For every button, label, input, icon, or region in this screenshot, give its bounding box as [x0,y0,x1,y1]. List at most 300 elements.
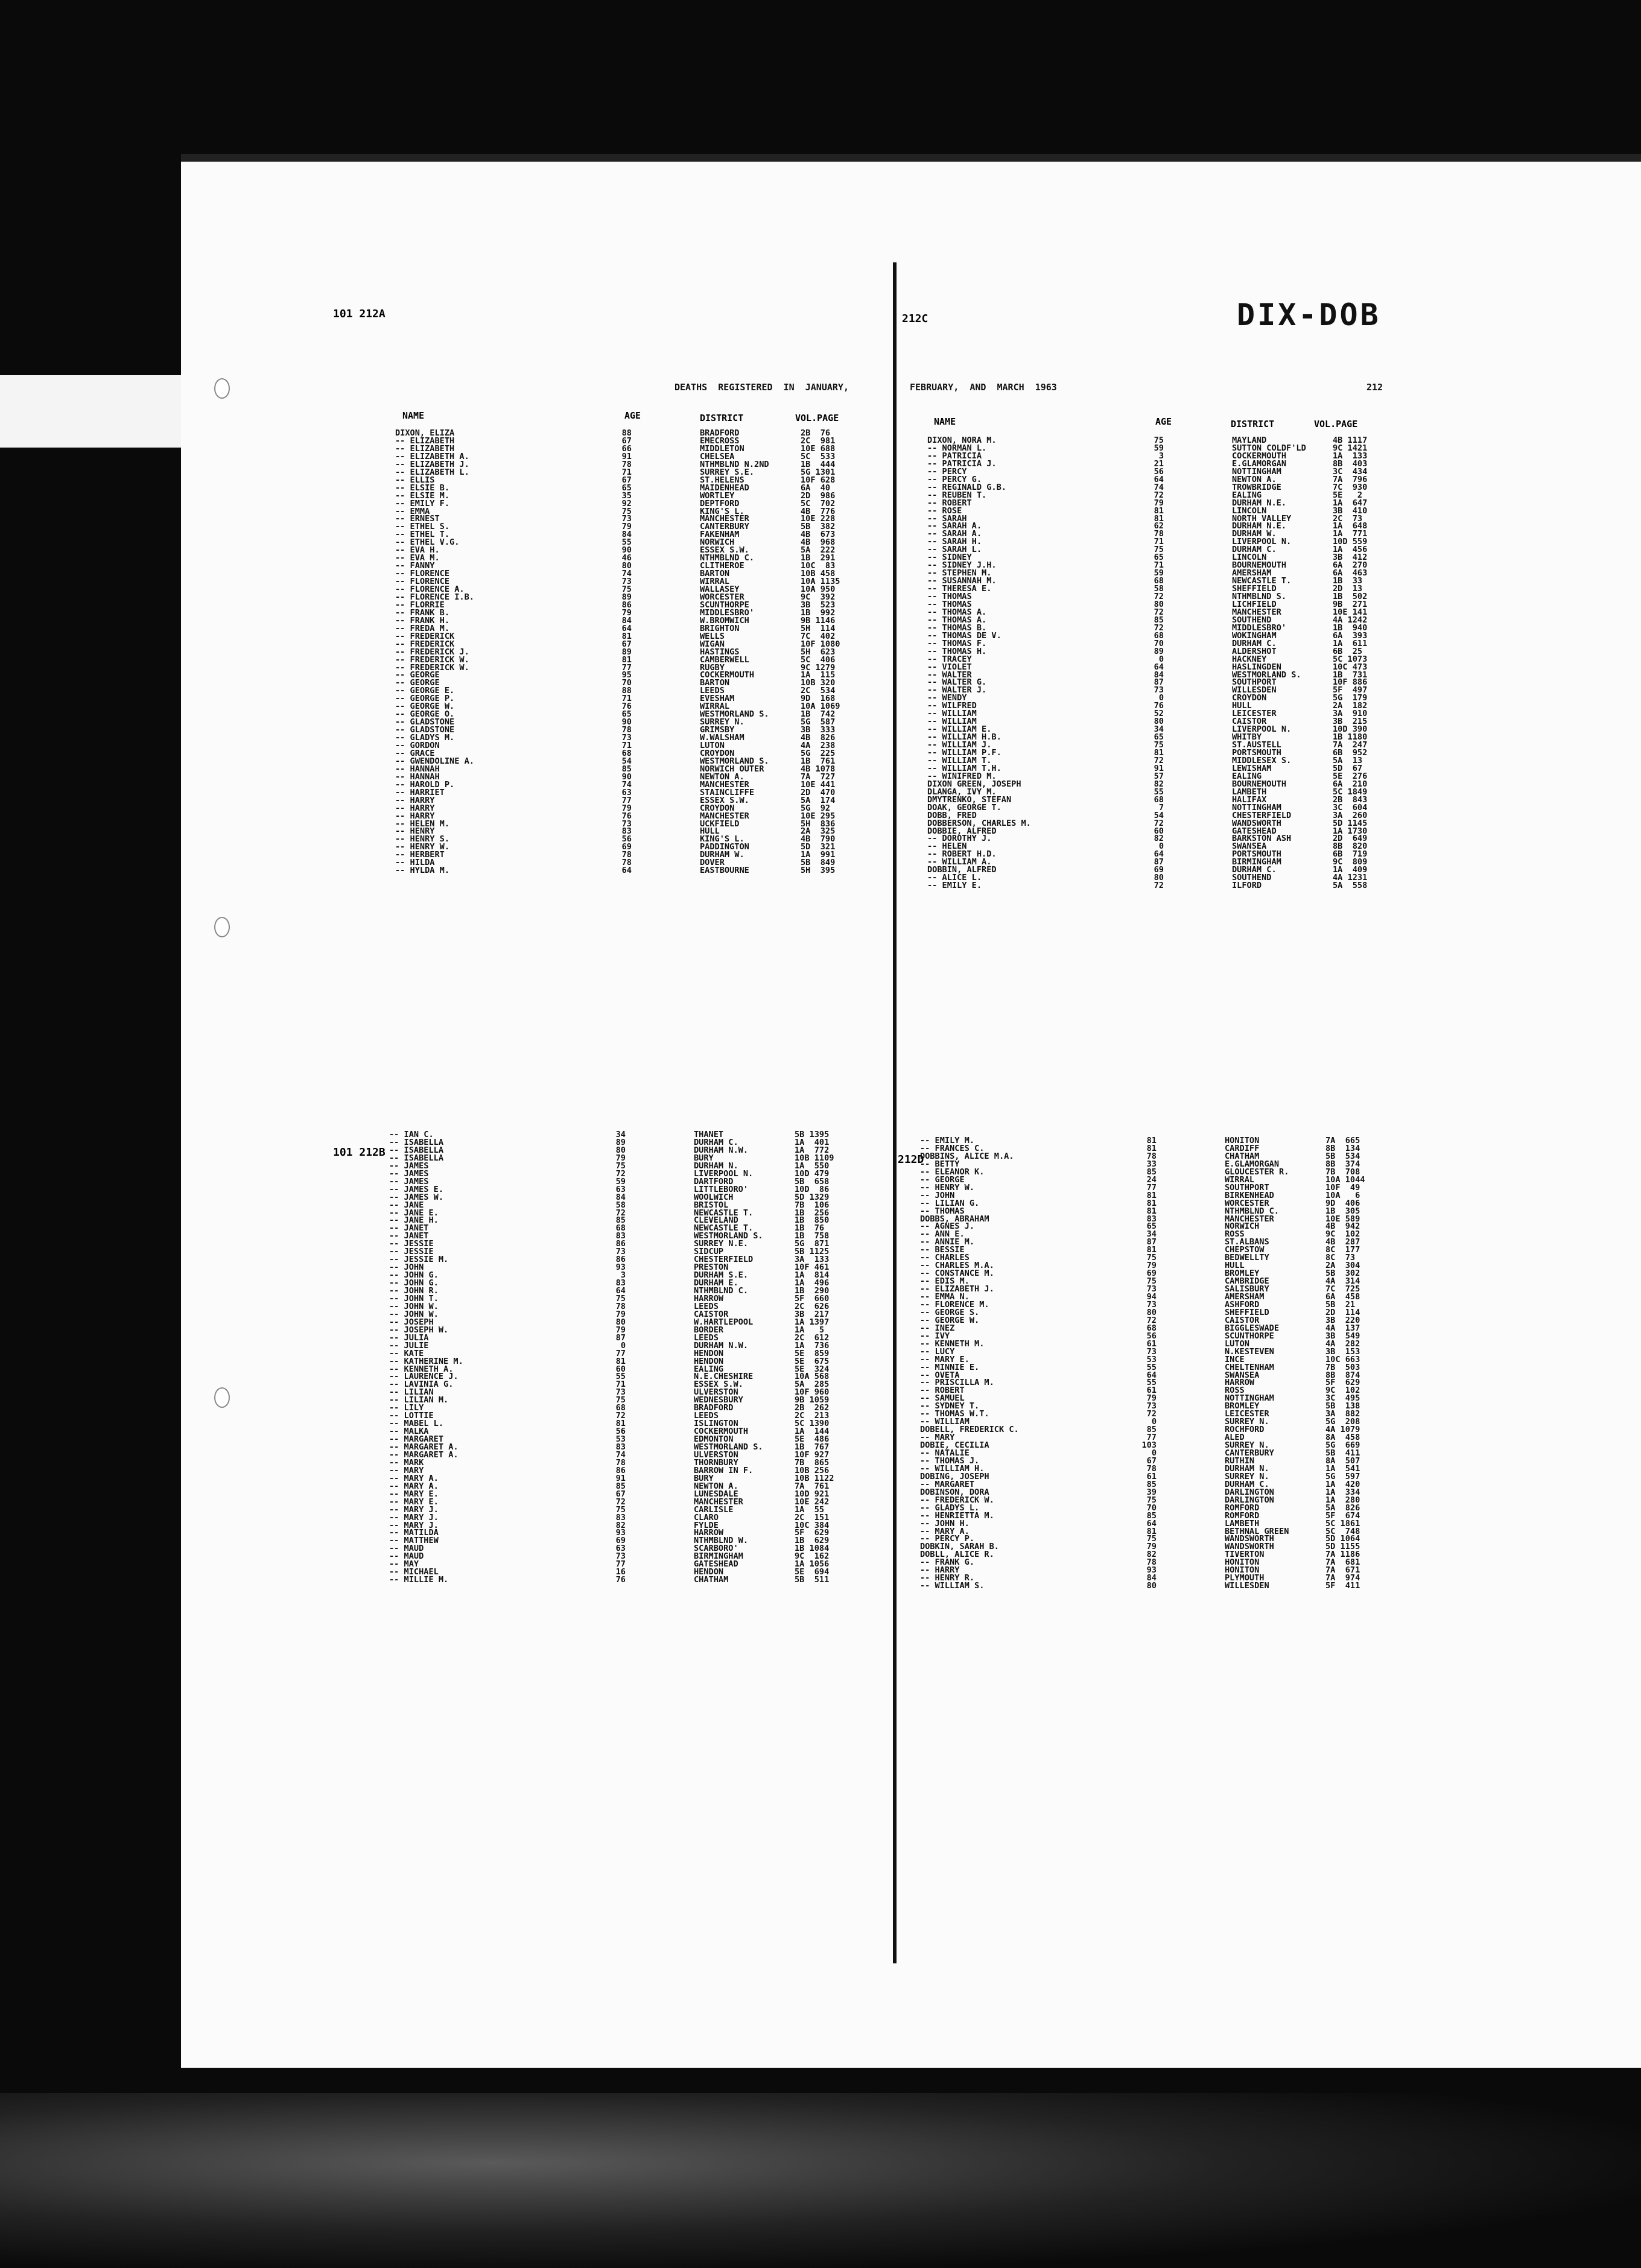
entry-district: KING'S L. [700,506,744,516]
entry-district: GRIMSBY [700,725,735,735]
entry-age: 0 [1158,693,1164,703]
entry-name: -- WALTER J. [927,685,987,695]
scan-edge [181,154,1641,162]
entry-age: 78 [1146,1557,1157,1568]
entry-district: AMERSHAM [1232,568,1272,578]
entry-district: CAISTOR [694,1309,729,1319]
entry-vol-page: 10B 1109 [795,1153,834,1163]
entry-age: 83 [615,1231,626,1241]
entry-district: LUTON [700,741,725,750]
entry-district: WIRRAL [700,577,730,587]
entry-age: 77 [1146,1182,1157,1193]
entry-name: -- ELIZABETH [395,443,455,454]
entry-district: SIDCUP [694,1247,724,1257]
entry-vol-page: 5E 324 [795,1364,830,1374]
entry-district: MIDDLESBRO' [1232,622,1287,633]
entry-vol-page: 4A 1242 [1333,615,1368,625]
entry-name: -- MAUD [389,1551,424,1562]
entry-vol-page: 1A 334 [1325,1487,1360,1497]
entry-age: 61 [1146,1338,1157,1349]
entry-vol-page: 10D 86 [795,1184,830,1194]
entry-name: -- WILLIAM T.H. [927,763,1001,773]
entry-vol-page: 5C 702 [801,498,836,508]
entry-age: 81 [1146,1526,1157,1536]
entry-name: -- HARRIET [395,787,445,797]
entry-vol-page: 6A 393 [1333,630,1368,641]
entry-age: 76 [621,702,632,712]
entry-age: 39 [1146,1487,1157,1497]
entry-name: -- SARAH A. [927,529,982,539]
entry-vol-page: 8B 874 [1325,1370,1360,1380]
entry-name: -- SAMUEL [920,1393,965,1404]
entry-age: 58 [615,1200,626,1210]
entry-vol-page: 5G 92 [801,803,831,813]
entry-vol-page: 3A 910 [1333,709,1368,719]
entry-vol-page: 9B 271 [1333,599,1368,609]
entry-name: -- SYDNEY T. [920,1401,980,1411]
entry-name: -- JULIA [389,1332,429,1343]
entry-name: -- WALTER [927,670,972,680]
entry-vol-page: 9C 1279 [801,662,836,673]
entry-age: 0 [1151,1448,1157,1458]
entry-name: -- JANET [389,1231,429,1241]
entry-vol-page: 1B 1084 [795,1544,830,1554]
entry-age: 91 [615,1473,626,1483]
entry-district: DURHAM E. [694,1278,738,1288]
entry-age: 34 [1154,724,1164,735]
entry-name: -- HENRY W. [920,1182,975,1193]
entry-age: 75 [621,506,632,516]
entry-age: 54 [621,756,632,766]
entry-district: DURHAM C. [1232,545,1277,555]
entry-vol-page: 10F 927 [795,1449,830,1460]
entry-vol-page: 2C 151 [795,1512,830,1522]
entry-name: -- MARY [920,1433,955,1443]
entry-name: -- HENRY R. [920,1573,975,1583]
entry-vol-page: 5B 511 [795,1575,830,1585]
entry-vol-page: 5A 558 [1333,881,1368,891]
entry-name: -- THOMAS [927,592,972,601]
entry-name: -- MAY [389,1559,419,1570]
entry-age: 84 [1154,670,1164,680]
entry-name: DOBBINS, ALICE M.A. [920,1151,1014,1161]
entry-age: 24 [1146,1174,1157,1185]
entry-district: CAISTOR [1225,1315,1260,1325]
entry-vol-page: 5C 1390 [795,1419,830,1429]
entry-district: HACKNEY [1232,654,1267,664]
entry-name: DOBBERSON, CHARLES M. [927,818,1031,828]
entry-district: ESSEX S.W. [700,545,749,556]
entry-name: -- JOHN T. [389,1293,439,1303]
entry-district: NEWTON A. [1232,474,1277,484]
entry-name: -- WILLIAM H.B. [927,732,1001,743]
entry-vol-page: 1B 992 [801,607,836,618]
entry-district: CHELTENHAM [1225,1362,1274,1372]
entry-age: 55 [1154,787,1164,797]
entry-age: 68 [615,1403,626,1413]
entry-age: 87 [1154,857,1164,867]
entry-name: -- SARAH L. [927,545,982,555]
entry-name: -- MARY J. [389,1520,439,1530]
entry-age: 54 [1154,810,1164,820]
panel-label-bl: 101 212B [333,1146,386,1159]
entry-age: 85 [1154,615,1164,625]
entry-district: WHITBY [1232,732,1262,743]
entry-district: SCARBORO' [694,1544,738,1554]
entry-vol-page: 2B 262 [795,1403,830,1413]
entry-age: 61 [1146,1471,1157,1481]
entry-vol-page: 3B 523 [801,600,836,610]
entry-vol-page: 1B 731 [1333,670,1368,680]
entry-district: WORTLEY [700,490,735,501]
entry-vol-page: 8A 458 [1325,1433,1360,1443]
entry-vol-page: 3B 549 [1325,1331,1360,1341]
entry-district: ROSS [1225,1386,1245,1396]
entry-district: ALED [1225,1433,1245,1443]
entry-vol-page: 2C 626 [795,1301,830,1311]
entry-age: 60 [615,1364,626,1374]
entry-vol-page: 10E 441 [801,779,836,790]
entry-name: -- GEORGE [920,1174,965,1185]
entry-vol-page: 10C 83 [801,561,836,571]
entry-district: LEEDS [694,1301,719,1311]
entry-district: BROMLEY [1225,1401,1260,1411]
entry-age: 82 [615,1520,626,1530]
entry-age: 67 [621,475,632,485]
entry-district: HONITON [1225,1136,1260,1145]
entry-vol-page: 10D 559 [1333,537,1368,547]
entry-name: -- ISABELLA [389,1137,444,1147]
entry-district: COCKERMOUTH [694,1427,749,1437]
entry-age: 55 [1146,1378,1157,1388]
entry-district: DOVER [700,858,725,868]
entry-age: 70 [1154,638,1164,648]
entry-age: 81 [1146,1206,1157,1216]
entry-name: DOBIE, CECILIA [920,1440,989,1451]
entry-vol-page: 7A 665 [1325,1136,1360,1145]
entry-district: COCKERMOUTH [1232,451,1287,461]
entry-district: SALISBURY [1225,1284,1269,1294]
entry-vol-page: 6B 719 [1333,849,1368,860]
entry-district: TIVERTON [1225,1550,1265,1560]
entry-vol-page: 5G 669 [1325,1440,1360,1451]
entry-vol-page: 7A 974 [1325,1573,1360,1583]
entry-name: -- VIOLET [927,662,972,672]
entry-age: 71 [1154,560,1164,571]
entry-vol-page: 2C 534 [801,686,836,696]
entry-name: -- GEORGE W. [395,702,455,712]
entry-age: 89 [621,647,632,657]
entry-name: -- ERNEST [395,514,440,524]
entry-district: WEDNESBURY [694,1395,743,1405]
entry-district: SOUTHEND [1232,615,1272,625]
entry-name: DLANGA, IVY M. [927,787,997,797]
entry-district: ESSEX S.W. [694,1379,743,1390]
entry-vol-page: 5E 486 [795,1434,830,1445]
entry-district: WELLS [700,631,725,641]
entry-age: 75 [1154,436,1164,445]
entry-vol-page: 5G 225 [801,748,836,758]
entry-age: 71 [621,467,632,477]
entry-age: 93 [1146,1565,1157,1576]
entry-vol-page: 10D 921 [795,1489,830,1499]
entry-age: 103 [1141,1440,1157,1451]
entry-district: MAIDENHEAD [700,483,749,493]
entry-name: -- HENRY S. [395,834,450,844]
entry-vol-page: 10E 688 [801,443,836,454]
entry-age: 88 [621,428,632,438]
entry-age: 59 [1154,568,1164,578]
entry-age: 59 [615,1176,626,1186]
entry-vol-page: 1B 291 [801,553,836,563]
entry-vol-page: 5E 276 [1333,771,1368,781]
entry-district: NORWICH [700,537,735,548]
entry-vol-page: 5F 497 [1333,685,1368,695]
entry-district: SURREY N. [700,717,744,727]
entry-vol-page: 3B 217 [795,1309,830,1319]
entry-vol-page: 7A 671 [1325,1565,1360,1576]
entry-vol-page: 10A 950 [801,584,836,594]
entry-vol-page: 1A 1397 [795,1317,830,1327]
entry-name: -- GORDON [395,741,440,750]
entry-vol-page: 4B 968 [801,537,836,548]
entry-name: -- HILDA [395,858,435,868]
entry-name: -- JAMES W. [389,1192,444,1202]
entry-age: 72 [1146,1315,1157,1325]
entry-district: SCUNTHORPE [1225,1331,1274,1341]
entry-age: 81 [1146,1136,1157,1145]
entry-vol-page: 7B 106 [795,1200,830,1210]
entry-name: -- ISABELLA [389,1145,444,1155]
entry-age: 73 [1146,1346,1157,1357]
entry-age: 86 [615,1465,626,1475]
entry-age: 61 [1146,1386,1157,1396]
banner-left: DEATHS REGISTERED IN JANUARY, [674,382,849,393]
entry-vol-page: 10C 473 [1333,662,1368,672]
entry-district: WILLESDEN [1225,1581,1269,1591]
entry-district: N.KESTEVEN [1225,1346,1274,1357]
entry-district: MIDDLESEX S. [1232,755,1292,765]
entry-age: 73 [615,1551,626,1562]
entry-district: HULL [700,826,720,837]
entry-name: -- MALKA [389,1427,429,1437]
entry-name: -- EDIS M. [920,1276,970,1287]
entry-name: -- JULIE [389,1340,429,1351]
entry-age: 78 [1146,1151,1157,1161]
entry-age: 79 [1146,1542,1157,1552]
entry-age: 3 [620,1270,626,1281]
entry-name: -- FREDERICK W. [920,1495,994,1505]
entry-age: 82 [1154,834,1164,844]
entry-age: 79 [621,522,632,532]
entry-name: -- EMILY M. [920,1136,975,1145]
entry-age: 85 [621,764,632,774]
entry-name: -- GLADYS L. [920,1503,980,1513]
entry-name: -- GEORGE [395,678,440,688]
entry-vol-page: 8B 134 [1325,1143,1360,1153]
entry-name: -- OVETA [920,1370,960,1380]
entry-district: PRESTON [694,1262,729,1273]
entry-name: -- PERCY G. [927,474,982,484]
entry-district: NEWTON A. [694,1481,738,1491]
entry-vol-page: 7C 725 [1325,1284,1360,1294]
entry-age: 78 [1146,1463,1157,1474]
entry-name: -- FLORENCE A. [395,584,465,594]
entry-district: BRISTOL [694,1200,729,1210]
entry-district: WORCESTER [1225,1198,1269,1208]
entry-age: 77 [1146,1433,1157,1443]
entry-vol-page: 4B 776 [801,506,836,516]
entry-name: -- ETHEL V.G. [395,537,460,548]
entry-name: -- HANNAH [395,771,440,782]
entry-name: -- ROBERT [920,1386,965,1396]
entry-name: -- FRANCES C. [920,1143,985,1153]
entry-district: CHATHAM [694,1575,729,1585]
entry-name: -- GEORGE W. [920,1315,980,1325]
entry-vol-page: 1A 814 [795,1270,830,1281]
entry-vol-page: 1A 1056 [795,1559,830,1570]
entry-age: 73 [621,733,632,743]
entry-district: NTHMBLND C. [694,1286,749,1296]
entry-age: 75 [1154,545,1164,555]
entry-district: PORTSMOUTH [1232,748,1281,758]
entry-name: -- THOMAS [927,599,972,609]
entry-age: 70 [1146,1503,1157,1513]
entry-district: LIVERPOOL N. [1232,537,1292,547]
entry-district: SHEFFIELD [1225,1307,1269,1317]
entry-age: 71 [615,1379,626,1390]
entry-district: HASTINGS [700,647,740,657]
entry-name: -- ELIZABETH A. [395,451,469,461]
entry-vol-page: 9C 809 [1333,857,1368,867]
entry-name: -- NATALIE [920,1448,970,1458]
entry-vol-page: 10C 384 [795,1520,830,1530]
entry-vol-page: 7A 1186 [1325,1550,1360,1560]
entry-vol-page: 5G 1301 [801,467,836,477]
entry-name: -- SARAH [927,513,967,524]
entry-district: THORNBURY [694,1457,738,1468]
entry-vol-page: 1B 761 [801,756,836,766]
entry-age: 33 [1146,1159,1157,1169]
entry-name: -- KATE [389,1348,424,1358]
entry-age: 71 [621,694,632,704]
col-age: AGE [1155,416,1172,427]
entry-age: 86 [615,1255,626,1265]
entry-age: 72 [1154,592,1164,601]
entry-name: -- WILLIAM P.F. [927,748,1001,758]
entry-district: CANTERBURY [1225,1448,1274,1458]
entry-name: -- MINNIE E. [920,1362,980,1372]
entry-name: -- FRANK G. [920,1557,975,1568]
entry-vol-page: 5A 285 [795,1379,830,1390]
entry-district: WESTMORLAND S. [1232,670,1301,680]
entry-age: 81 [621,654,632,665]
entry-vol-page: 4A 1079 [1325,1425,1360,1435]
entry-district: CHEPSTOW [1225,1245,1265,1255]
entry-vol-page: 5D 1064 [1325,1534,1360,1544]
entry-district: LEICESTER [1232,709,1277,719]
entry-age: 73 [1146,1401,1157,1411]
col-volpage: VOL.PAGE [1314,419,1358,429]
entry-district: SWANSEA [1225,1370,1260,1380]
entry-district: MAYLAND [1232,436,1267,445]
entry-age: 72 [1154,622,1164,633]
entry-name: DOAK, GEORGE T. [927,802,1001,812]
entry-vol-page: 7B 503 [1325,1362,1360,1372]
entry-district: BURY [694,1473,714,1483]
entry-vol-page: 6A 458 [1325,1292,1360,1302]
entry-district: STAINCLIFFE [700,787,755,797]
entry-age: 89 [615,1137,626,1147]
entry-district: SHEFFIELD [1232,584,1277,594]
entry-vol-page: 3B 333 [801,725,836,735]
entry-vol-page: 2D 470 [801,787,836,797]
entry-district: MANCHESTER [700,779,749,790]
entry-name: -- JOSEPH [389,1317,434,1327]
entry-district: BOURNEMOUTH [1232,779,1287,789]
entry-age: 65 [1154,553,1164,563]
entry-age: 81 [621,631,632,641]
entry-age: 72 [615,1168,626,1179]
entry-vol-page: 1A 771 [1333,529,1368,539]
entry-name: -- MATILDA [389,1528,439,1538]
entry-name: -- ELIZABETH [395,436,455,446]
entry-district: TROWBRIDGE [1232,482,1281,492]
entry-age: 46 [621,553,632,563]
entry-name: DIXON, NORA M. [927,436,997,445]
entry-age: 56 [615,1427,626,1437]
entry-age: 64 [1154,662,1164,672]
entry-district: THANET [694,1130,724,1139]
entry-age: 73 [1146,1299,1157,1310]
entry-vol-page: 7A 796 [1333,474,1368,484]
entry-district: LEEDS [700,686,725,696]
entry-vol-page: 2C 981 [801,436,836,446]
entry-age: 63 [615,1184,626,1194]
entry-age: 7 [1158,802,1164,812]
entry-vol-page: 1A 144 [795,1427,830,1437]
entry-age: 35 [621,490,632,501]
entry-name: -- ELEANOR K. [920,1167,985,1177]
entry-district: HULL [1232,701,1252,711]
entry-name: -- GEORGE P. [395,694,455,704]
entry-name: -- FLORENCE I.B. [395,592,474,602]
entry-name: -- KENNETH A. [389,1364,454,1374]
entry-district: NORWICH [1225,1221,1260,1232]
entry-age: 93 [615,1262,626,1273]
entry-age: 80 [1154,599,1164,609]
entry-district: WIGAN [700,639,725,649]
entry-age: 3 [1158,451,1164,461]
entry-district: GLOUCESTER R. [1225,1167,1289,1177]
entry-district: CHATHAM [1225,1151,1260,1161]
entry-district: BARKSTON ASH [1232,834,1292,844]
entry-district: HENDON [694,1348,724,1358]
entry-age: 76 [621,811,632,821]
entry-age: 73 [1146,1284,1157,1294]
entry-vol-page: 5G 179 [1333,693,1368,703]
entry-vol-page: 5B 382 [801,522,836,532]
page-number: 212 [1366,382,1383,393]
entry-age: 67 [621,436,632,446]
entry-name: -- KATHERINE M. [389,1356,463,1366]
entry-vol-page: 10C 663 [1325,1354,1360,1364]
entry-age: 90 [621,771,632,782]
entry-name: -- MARY A. [389,1481,439,1491]
entry-district: EDMONTON [694,1434,734,1445]
entry-vol-page: 6B 25 [1333,646,1363,656]
entry-age: 83 [615,1278,626,1288]
